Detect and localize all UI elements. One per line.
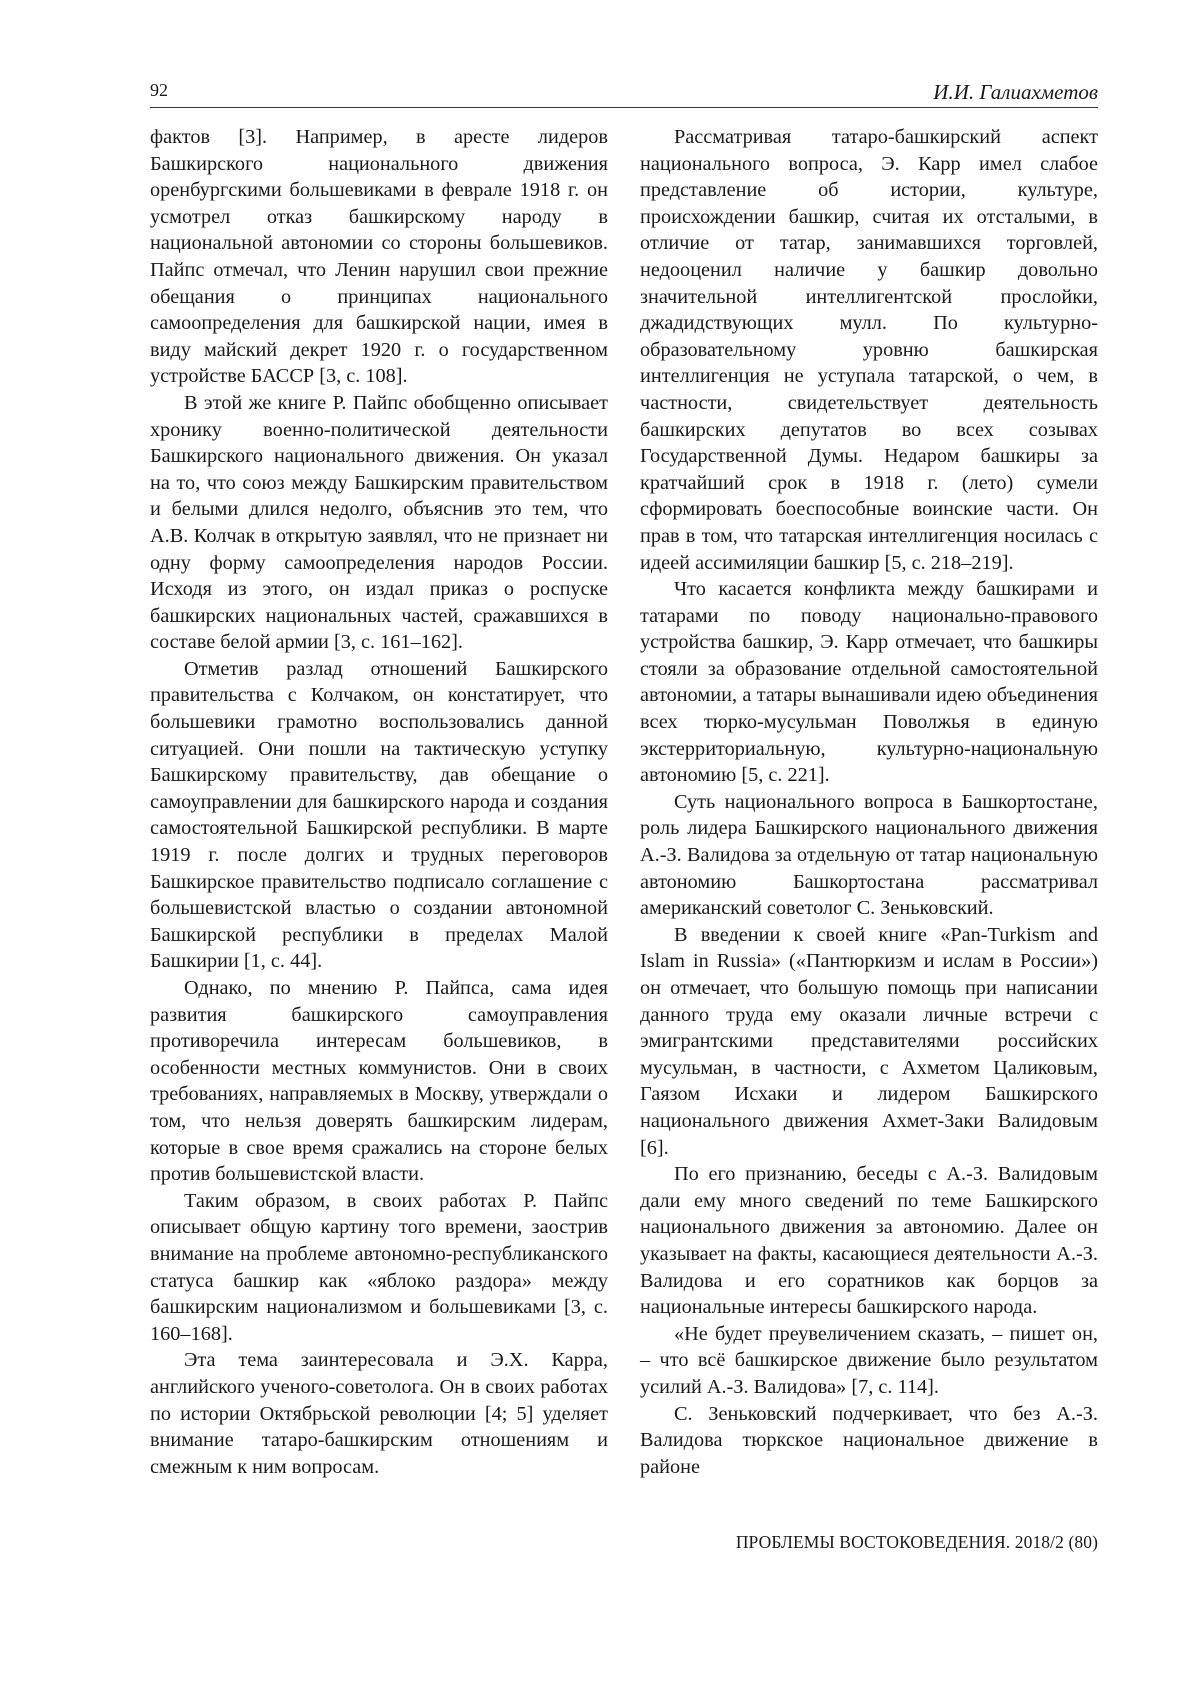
paragraph: фактов [3]. Например, в аресте лидеров Башкирского национального движения оренбургскими большевиками в феврале 1918 г. он усмотрел отказ башкирскому народу в национальной автономии со стороны большевиков. Пайпс отмечал, что Ленин нарушил свои прежние обещания о принципах национального самоопределения для башкирской нации, имея в виду майский декрет 1920 г. о государственном устройстве БАССР [3, с. 108]. bbox=[150, 126, 608, 388]
paragraph: С. Зеньковский подчеркивает, что без А.-З. Валидова тюркское национальное движение в районе bbox=[640, 1402, 1098, 1478]
right-column bbox=[640, 124, 1098, 1480]
paragraph: Рассматривая татаро-башкирский аспект национального вопроса, Э. Карр имел слабое представление об истории, культуре, происхождении башкир, считая их отсталыми, в отличие от татар, занимавшихся торговлей, недооценил наличие у башкир довольно значительной интеллигентской прослойки, джадидствующих мулл. По культурно-образовательному уровню башкирская интеллигенция не уступала татарской, о чем, в частности, свидетельствует деятельность башкирских депутатов во всех созывах Государственной Думы. Недаром башкиры за кратчайший срок в 1918 г. (лето) сумели сформировать боеспособные воинские части. Он прав в том, что татарская интеллигенция носилась с идеей ассимиляции башкир [5, с. 218–219]. bbox=[640, 126, 1098, 574]
journal-footer: ПРОБЛЕМЫ ВОСТОКОВЕДЕНИЯ. 2018/2 (80) bbox=[735, 1532, 1098, 1552]
page-number: 92 bbox=[150, 80, 168, 100]
left-column bbox=[150, 124, 608, 1480]
paragraph: По его признанию, беседы с А.-З. Валидовым дали ему много сведений по теме Башкирского национального движения за автономию. Далее он указывает на факты, касающиеся деятельности А.-З. Валидова и его соратников как борцов за национальные интересы башкирского народа. bbox=[640, 1163, 1098, 1319]
header-rule bbox=[150, 107, 1098, 108]
paragraph: «Не будет преувеличением сказать, – пишет он, – что всё башкирское движение было результатом усилий А.-З. Валидова» [7, с. 114]. bbox=[640, 1322, 1098, 1398]
paragraph: Отметив разлад отношений Башкирского правительства с Колчаком, он констатирует, что большевики грамотно воспользовались данной ситуацией. Они пошли на тактическую уступку Башкирскому правительству, дав обещание о самоуправлении для башкирского народа и создания самостоятельной Башкирской республики. В марте 1919 г. после долгих и трудных переговоров Башкирское правительство подписало соглашение с большевистской властью о создании автономной Башкирской республики в пределах Малой Башкирии [1, с. 44]. bbox=[150, 657, 608, 973]
paragraph: Эта тема заинтересовала и Э.Х. Карра, английского ученого-советолога. Он в своих работах по истории Октябрьской революции [4; 5] уделяет внимание татаро-башкирским отношениям и смежным к ним вопросам. bbox=[150, 1349, 608, 1478]
page-header bbox=[150, 80, 1098, 106]
paragraph: Суть национального вопроса в Башкортостане, роль лидера Башкирского национального движения А.-З. Валидова за отдельную от татар национальную автономию Башкортостана рассматривал американский советолог С. Зеньковский. bbox=[640, 790, 1098, 920]
paragraph: Однако, по мнению Р. Пайпса, сама идея развития башкирского самоуправления противоречила интересам большевиков, в особенности местных коммунистов. Они в своих требованиях, направляемых в Москву, утверждали о том, что нельзя доверять башкирским лидерам, которые в свое время сражались на стороне белых против большевистской власти. bbox=[150, 977, 608, 1186]
paragraph: Что касается конфликта между башкирами и татарами по поводу национально-правового устройства башкир, Э. Карр отмечает, что башкиры стояли за образование отдельной самостоятельной автономии, а татары вынашивали идею объединения всех тюрко-мусульман Поволжья в единую экстерриториальную, культурно-национальную автономию [5, с. 221]. bbox=[640, 578, 1098, 787]
paragraph: В этой же книге Р. Пайпс обобщенно описывает хронику военно-политической деятельности Башкирского национального движения. Он указал на то, что союз между Башкирским правительством и белыми длился недолго, объяснив это тем, что А.В. Колчак в открытую заявлял, что не признает ни одну форму самоопределения народов России. Исходя из этого, он издал приказ о роспуске башкирских национальных частей, сражавшихся в составе белой армии [3, с. 161–162]. bbox=[150, 391, 608, 654]
paragraph: Таким образом, в своих работах Р. Пайпс описывает общую картину того времени, заострив внимание на проблеме автономно-республиканского статуса башкир как «яблоко раздора» между башкирским национализмом и большевиками [3, с. 160–168]. bbox=[150, 1189, 608, 1345]
paragraph: В введении к своей книге «Pan-Turkism and Islam in Russia» («Пантюркизм и ислам в России») он отмечает, что большую помощь при написании данного труда ему оказали личные встречи с эмигрантскими представителями российских мусульман, в частности, с Ахметом Цаликовым, Гаязом Исхаки и лидером Башкирского национального движения Ахмет-Заки Валидовым [6]. bbox=[640, 923, 1098, 1159]
running-head-author: И.И. Галиахметов bbox=[933, 80, 1098, 104]
